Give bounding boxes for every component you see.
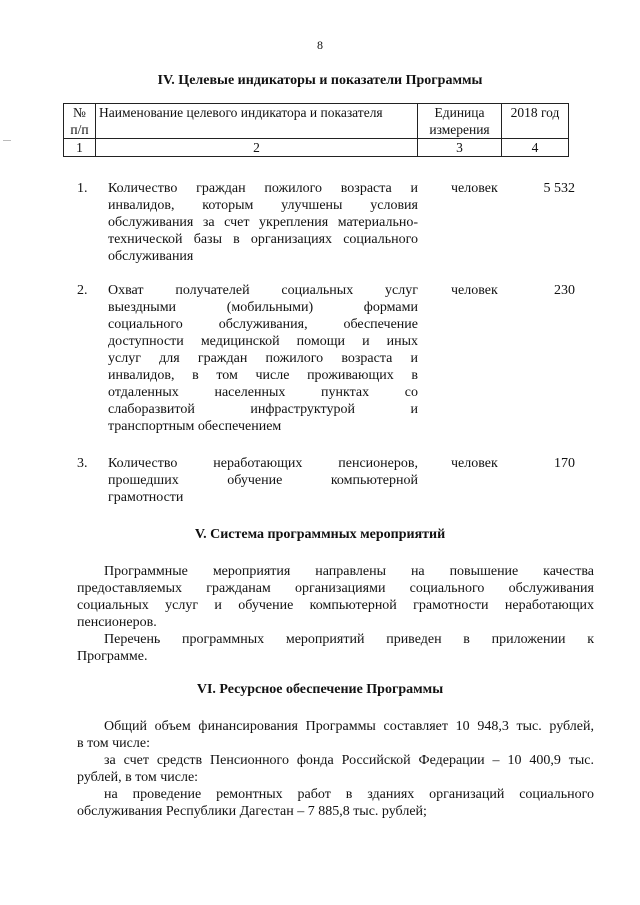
section-5-title: V. Система программных мероприятий (194, 527, 446, 542)
margin-mark (3, 140, 11, 141)
paragraph-line: обслуживания Республики Дагестан – 7 885,8 тыс. рублей; (77, 804, 427, 819)
row-name-line: выездными (мобильными) формами (108, 300, 418, 315)
row-unit: человек (451, 181, 498, 196)
paragraph-line: социальных услуг и обучение компьютерной грамотности неработающих (77, 598, 594, 613)
section-4-title: IV. Целевые индикаторы и показатели Программы (157, 73, 483, 88)
column-numbers-row (64, 139, 569, 157)
page-number: 8 (317, 38, 323, 52)
table-header-row (64, 104, 569, 139)
paragraph-line: Общий объем финансирования Программы составляет 10 948,3 тыс. рублей, (104, 719, 594, 734)
row-name-line: Количество граждан пожилого возраста и (108, 181, 418, 196)
row-name-line: Охват получателей социальных услуг (108, 283, 418, 298)
section-6-title: VI. Ресурсное обеспечение Программы (196, 682, 444, 697)
section-6-paragraph-1 (77, 718, 594, 752)
row-indicator-name (108, 455, 418, 506)
row-indicator-name (108, 282, 418, 435)
row-value: 230 (554, 283, 575, 298)
header-year: 2018 год (502, 104, 569, 139)
row-indicator-name (108, 180, 418, 265)
section-5-paragraph-1 (77, 563, 594, 631)
header-num-line1: № (73, 105, 86, 120)
row-name-line: слаборазвитой инфраструктурой и (108, 402, 418, 417)
section-6-paragraph-3 (77, 786, 594, 820)
paragraph-line: предоставляемых гражданам организациями социального обслуживания (77, 581, 594, 596)
paragraph-line: Программные мероприятия направлены на повышение качества (104, 564, 594, 579)
section-6-paragraph-2 (77, 752, 594, 786)
row-name-line: отдаленных населенных пунктах со (108, 385, 418, 400)
row-name-line: обслуживания за счет укрепления материально- (108, 215, 418, 230)
header-unit-line2: измерения (429, 122, 490, 137)
row-name-line: услуг для граждан пожилого возраста и (108, 351, 418, 366)
row-number: 3. (77, 456, 88, 471)
header-num (64, 104, 96, 139)
row-name-line: доступности медицинской помощи и иных (108, 334, 418, 349)
column-number: 2 (96, 139, 418, 157)
row-value: 5 532 (543, 181, 575, 196)
row-name-line: технической базы в организациях социального (108, 232, 418, 247)
paragraph-line: за счет средств Пенсионного фонда Российской Федерации – 10 400,9 тыс. (104, 753, 594, 768)
column-number: 1 (64, 139, 96, 157)
header-num-line2: п/п (70, 122, 89, 137)
paragraph-line: в том числе: (77, 736, 150, 751)
column-number: 4 (502, 139, 569, 157)
header-name: Наименование целевого индикатора и показателя (96, 104, 418, 139)
paragraph-line: рублей, в том числе: (77, 770, 199, 785)
row-name-line: прошедших обучение компьютерной (108, 473, 418, 488)
row-name-line: транспортным обеспечением (108, 419, 282, 434)
header-unit-line1: Единица (434, 105, 485, 120)
paragraph-line: Перечень программных мероприятий приведен в приложении к (104, 632, 594, 647)
paragraph-line: пенсионеров. (77, 615, 157, 630)
row-name-line: инвалидов, которым улучшены условия (108, 198, 418, 213)
row-name-line: инвалидов, в том числе проживающих в (108, 368, 418, 383)
column-number: 3 (418, 139, 502, 157)
row-name-line: грамотности (108, 490, 184, 505)
row-unit: человек (451, 283, 498, 298)
row-name-line: обслуживания (108, 249, 194, 264)
paragraph-line: на проведение ремонтных работ в зданиях организаций социального (104, 787, 594, 802)
section-5-paragraph-2 (77, 631, 594, 665)
paragraph-line: Программе. (77, 649, 148, 664)
indicators-table-header (63, 103, 569, 157)
row-number: 2. (77, 283, 88, 298)
row-unit: человек (451, 456, 498, 471)
row-value: 170 (554, 456, 575, 471)
row-number: 1. (77, 181, 88, 196)
header-unit (418, 104, 502, 139)
row-name-line: социального обслуживания, обеспечение (108, 317, 418, 332)
row-name-line: Количество неработающих пенсионеров, (108, 456, 418, 471)
